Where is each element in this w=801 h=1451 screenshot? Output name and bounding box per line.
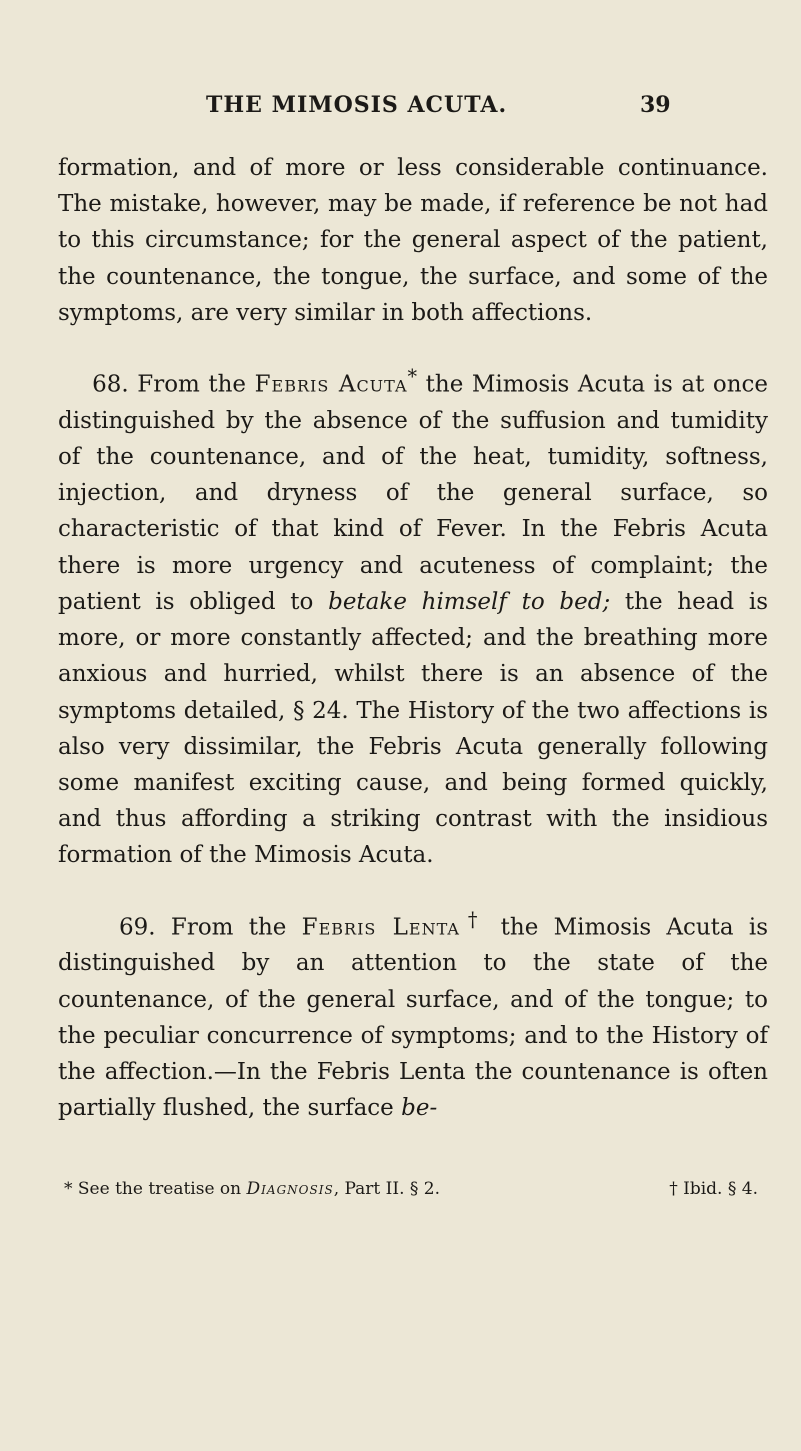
footnote-text: Ibid. § 4. [683, 1179, 758, 1199]
paragraph-continued [58, 150, 768, 331]
paragraph-68 [58, 359, 768, 874]
paragraph-lead: From the [170, 914, 287, 941]
italic-phrase: betake himself to bed; [328, 588, 611, 615]
running-title: THE MIMOSIS ACUTA. [206, 92, 508, 118]
footnote-2 [669, 1177, 768, 1201]
footnote-mark: † [669, 1179, 678, 1199]
body-text [58, 150, 768, 1126]
paragraph-text: the head is more, or more constantly affected; and the breathing more anxious and hurried, whilst there is an absence of the symptoms detailed, § 24. The History of the two affections is also very dissimilar, the Febris Acuta generally following some manifest exciting cause, and being formed quickly, and thus affording a striking contrast with the insidious formation of the Mimosis Acuta. [58, 588, 768, 869]
page-header [0, 92, 801, 126]
italic-phrase: be- [401, 1095, 438, 1122]
paragraph-lead: From the [137, 371, 247, 398]
term-febris-lenta: Febris Lenta [301, 914, 460, 941]
footnote-mark: * [64, 1179, 73, 1199]
section-number: 69. [119, 914, 156, 941]
footnote-mark: † [459, 907, 486, 931]
footnote-1 [58, 1177, 440, 1201]
footnote-mark: * [407, 365, 418, 389]
page-number: 39 [640, 92, 671, 118]
footnote-term: Diagnosis [246, 1179, 334, 1199]
paragraph-text: the Mimosis Acuta is at once distinguished by the absence of the suffusion and tumidity of the countenance, and of the heat, tumidity, softness, injection, and dryness of the general surface, so characteristic of that kind of Fever. In the Febris Acuta there is more urgency and acuteness of complaint; the patient is obliged to [58, 371, 769, 615]
footnote-text: , Part II. § 2. [333, 1179, 441, 1199]
paragraph-69 [58, 902, 768, 1127]
footnotes [58, 1177, 768, 1201]
section-number: 68. [92, 371, 129, 398]
footnote-text: See the treatise on [77, 1179, 242, 1199]
paragraph-text: the Mimosis Acuta is distinguished by an attention to the state of the countenance, of the general surface, and of the tongue; to the peculiar concurrence of symptoms; and to the History of the affection.—In the Febris Lenta the countenance is often partially flushed, the surface [58, 914, 769, 1122]
paragraph-text: formation, and of more or less considerable continuance. The mistake, however, may be made, if reference be not had to this circumstance; for the general aspect of the patient, the countenance, the tongue, the surface, and some of the symptoms, are very similar in both affections. [58, 155, 768, 326]
term-febris-acuta: Febris Acuta [254, 371, 408, 398]
